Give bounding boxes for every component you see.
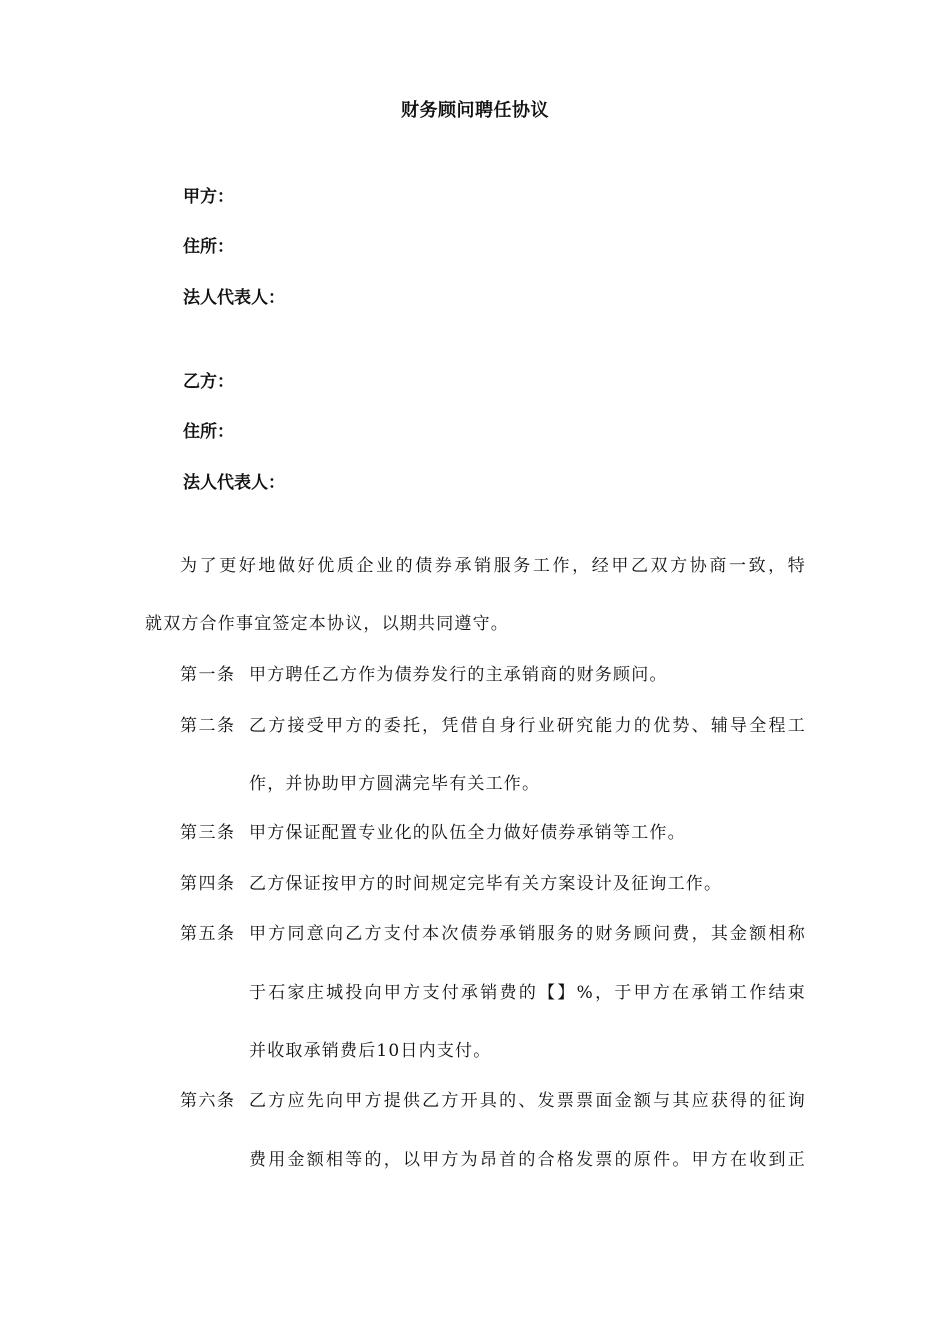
article-5-line-1: 甲方同意向乙方支付本次债券承销服务的财务顾问费，其金额相称 <box>249 924 806 944</box>
article-3-line-1: 甲方保证配置专业化的队伍全力做好债券承销等工作。 <box>249 823 686 843</box>
party-b-address-label: 住所： <box>183 422 234 442</box>
party-b-label: 乙方： <box>183 372 234 392</box>
article-5-line-3: 并收取承销费后10日内支付。 <box>249 1041 492 1061</box>
preamble-line-2: 就双方合作事宜签定本协议，以期共同遵守。 <box>145 614 509 634</box>
article-6-label: 第六条 <box>180 1091 236 1111</box>
article-2-line-1: 乙方接受甲方的委托，凭借自身行业研究能力的优势、辅导全程工 <box>249 716 806 736</box>
party-a-representative-label: 法人代表人： <box>183 288 285 308</box>
article-1-label: 第一条 <box>180 665 236 685</box>
article-3-label: 第三条 <box>180 823 236 843</box>
preamble-line-1: 为了更好地做好优质企业的债券承销服务工作，经甲乙双方协商一致，特 <box>180 556 806 576</box>
article-4-label: 第四条 <box>180 874 236 894</box>
document-title: 财务顾问聘任协议 <box>401 100 549 121</box>
article-2-line-2: 作，并协助甲方圆满完毕有关工作。 <box>249 774 541 794</box>
article-2-label: 第二条 <box>180 716 236 736</box>
article-6-line-1: 乙方应先向甲方提供乙方开具的、发票票面金额与其应获得的征询 <box>249 1091 806 1111</box>
article-5-line-2: 于石家庄城投向甲方支付承销费的【】%，于甲方在承销工作结束 <box>249 983 806 1003</box>
party-a-label: 甲方： <box>183 187 234 207</box>
party-b-representative-label: 法人代表人： <box>183 473 285 493</box>
article-1-line-1: 甲方聘任乙方作为债券发行的主承销商的财务顾问。 <box>249 665 668 685</box>
party-a-address-label: 住所： <box>183 237 234 257</box>
article-4-line-1: 乙方保证按甲方的时间规定完毕有关方案设计及征询工作。 <box>249 874 723 894</box>
article-5-label: 第五条 <box>180 924 236 944</box>
article-6-line-2: 费用金额相等的，以甲方为昂首的合格发票的原件。甲方在收到正 <box>249 1150 806 1170</box>
